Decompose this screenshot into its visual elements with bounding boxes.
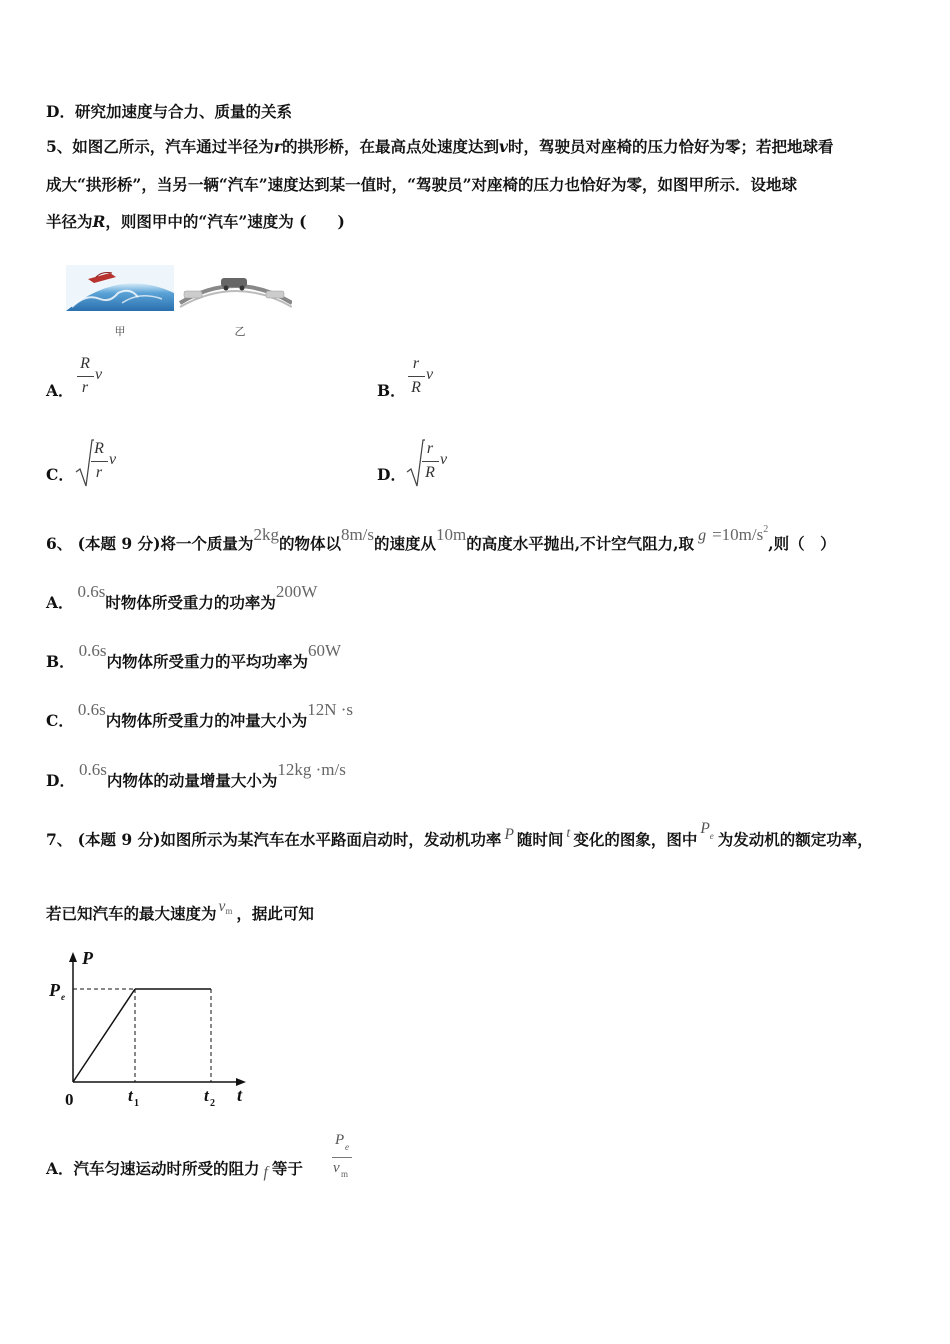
ramp-line [73,989,135,1082]
q7-option-a-fraction: P e v m [331,1132,359,1188]
fraction: r R v [407,355,447,403]
q5-option-b: B． r R v [377,355,477,403]
origin-label: 0 [65,1090,74,1109]
y-axis-arrow [69,952,77,962]
q6-option-b: B．0.6s内物体所受重力的平均功率为60W [46,641,342,671]
fig-label-yi: 乙 [234,326,246,338]
t1-label-sub: 1 [134,1098,139,1109]
q5-stem-line1: 5、如图乙所示，汽车通过半径为r的拱形桥，在最高点处速度达到v时，驾驶员对座椅的压力恰好为零；若把地球看 [46,137,834,156]
fraction: r R v [421,440,461,488]
q7-option-a: A．汽车匀速运动时所受的阻力 f 等于 [46,1159,303,1181]
q6-option-d: D．0.6s内物体的动量增量大小为12kg ·m/s [46,760,346,790]
earth-globe-image [66,265,174,311]
t2-label-sub: 2 [210,1098,215,1109]
q6-option-c: C．0.6s内物体所受重力的冲量大小为12N ·s [46,700,354,730]
q6-stem: 6、 (本题 9 分)将一个质量为2kg的物体以8m/s的速度从10m的高度水平抛出,不计空气阻力,取 $g =10m/s^2$,则（ ） [46,524,836,553]
t2-label: t [204,1086,209,1105]
q7-power-time-graph [44,944,254,1116]
q5-stem-line3: 半径为R，则图甲中的“汽车”速度为 ( ) [46,212,345,231]
q5-option-c: C． R r v [46,438,156,490]
pe-label: P [49,980,60,1000]
q5-option-a: A． R r v [46,355,146,403]
p-t-graph-svg [44,944,254,1116]
q6-option-a: A．0.6s时物体所受重力的功率为200W [46,582,318,612]
x-axis-label: t [237,1085,243,1105]
fraction: R r v [90,440,130,488]
fig-label-jia: 甲 [114,326,126,338]
pe-label-sub: e [61,992,65,1002]
q4-option-d: D．研究加速度与合力、质量的关系 [46,102,292,121]
y-axis-label: P [82,948,93,968]
q7-stem-line2: 若已知汽车的最大速度为 $v^m$ ，据此可知 [46,898,314,923]
q5-figure-illustration [66,263,292,343]
fraction: R r v [76,355,116,403]
q7-stem-line1: 7、 (本题 9 分)如图所示为某汽车在水平路面启动时，发动机功率 P 随时间 t 变化的图象，图中$P^e$ 为发动机的额定功率， [46,820,873,849]
q5-stem-line2: 成大“拱形桥”，当另一辆“汽车”速度达到某一值时，“驾驶员”对座椅的压力也恰好为零，如图甲所示．设地球 [46,175,797,194]
q5-figure [66,263,292,343]
q5-option-d: D． r R v [377,438,487,490]
arch-bridge-image [180,278,292,307]
t1-label: t [128,1086,133,1105]
